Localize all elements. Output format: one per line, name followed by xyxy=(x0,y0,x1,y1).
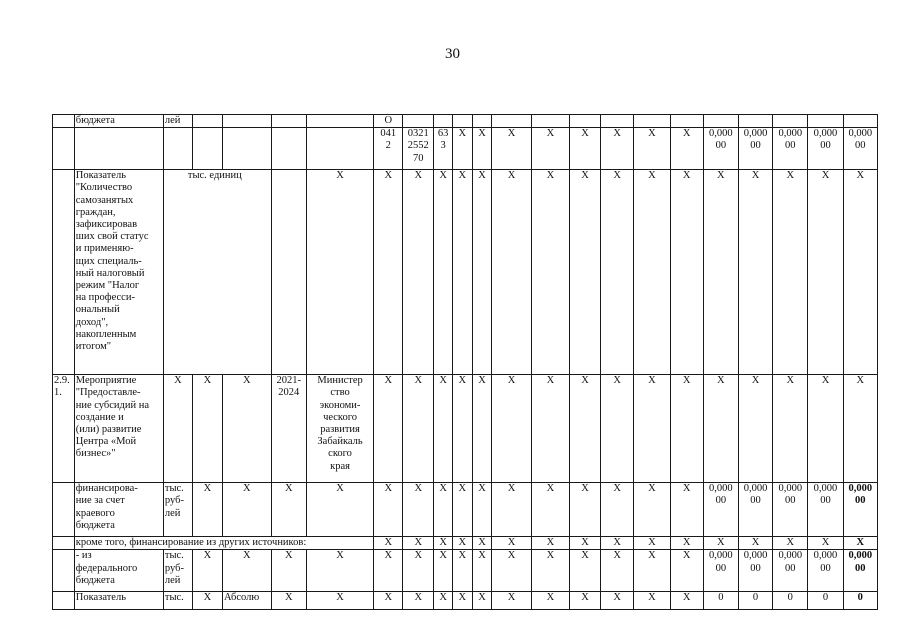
x-cell: Х xyxy=(843,375,877,483)
x-cell: Х xyxy=(452,550,472,592)
x-cell: Х xyxy=(670,170,703,375)
x-cell: Х xyxy=(773,170,808,375)
x-cell: Х xyxy=(570,483,601,537)
x-cell: Х xyxy=(192,550,222,592)
value-cell: 0,000 00 xyxy=(738,550,772,592)
x-cell: Х xyxy=(403,550,434,592)
x-cell: Х xyxy=(570,537,601,550)
x-cell: Х xyxy=(670,537,703,550)
x-cell: Х xyxy=(452,375,472,483)
x-cell: Х xyxy=(531,550,569,592)
x-cell: Х xyxy=(492,375,531,483)
measure-number: 2.9. 1. xyxy=(53,375,75,483)
x-cell: Х xyxy=(403,537,434,550)
federal-name: - из федерального бюджета xyxy=(74,550,163,592)
x-cell: Х xyxy=(601,375,634,483)
table-row xyxy=(53,375,878,483)
x-cell: Х xyxy=(570,592,601,610)
indicator2-unit: тыс. xyxy=(163,592,192,610)
table-row xyxy=(53,592,878,610)
x-cell: Х xyxy=(634,550,670,592)
x-cell: Х xyxy=(271,483,306,537)
x-cell: Х xyxy=(306,170,373,375)
program-table xyxy=(52,114,878,610)
x-cell: Х xyxy=(472,128,492,170)
x-cell: Х xyxy=(773,537,808,550)
x-cell: Х xyxy=(374,375,403,483)
measure-name: Мероприятие "Предоставле- ние субсидий на создание и (или) развитие Центра «Мой бизнес»" xyxy=(74,375,163,483)
code-grbs: 041 2 xyxy=(380,128,397,152)
x-cell: Х xyxy=(634,375,670,483)
value-cell: 0,000 00 xyxy=(843,483,877,537)
x-cell: Х xyxy=(703,537,738,550)
table-row xyxy=(53,170,878,375)
x-cell: Х xyxy=(434,537,453,550)
x-cell: Х xyxy=(670,483,703,537)
x-cell: Х xyxy=(403,375,434,483)
x-cell: Х xyxy=(531,375,569,483)
x-cell: Х xyxy=(452,592,472,610)
x-cell: Х xyxy=(570,170,601,375)
x-cell: Х xyxy=(472,170,492,375)
table-row xyxy=(53,115,878,128)
x-cell: Х xyxy=(434,375,453,483)
cell-name: бюджета xyxy=(74,115,163,128)
indicator2-type: Абсолю xyxy=(222,592,271,610)
x-cell: Х xyxy=(492,483,531,537)
cell-code: О xyxy=(374,115,403,128)
x-cell: Х xyxy=(306,592,373,610)
x-cell: Х xyxy=(634,592,670,610)
value-cell: 0,000 00 xyxy=(843,550,877,592)
x-cell: Х xyxy=(531,592,569,610)
x-cell: Х xyxy=(773,375,808,483)
x-cell: Х xyxy=(434,550,453,592)
financing-unit: тыс. руб- лей xyxy=(163,483,192,537)
x-cell: Х xyxy=(703,170,738,375)
x-cell: Х xyxy=(163,375,192,483)
value-cell: 0 xyxy=(703,592,738,610)
value-cell: 0 xyxy=(773,592,808,610)
value-cell: 0,000 00 xyxy=(703,483,738,537)
x-cell: Х xyxy=(570,550,601,592)
x-cell: Х xyxy=(670,375,703,483)
x-cell: Х xyxy=(531,537,569,550)
x-cell: Х xyxy=(403,483,434,537)
x-cell: Х xyxy=(222,483,271,537)
x-cell: Х xyxy=(670,128,703,170)
table-row xyxy=(53,537,878,550)
other-sources-label: кроме того, финансирование из других источников: xyxy=(74,537,373,550)
value-cell: 0,000 00 xyxy=(703,128,738,170)
x-cell: Х xyxy=(374,550,403,592)
x-cell: Х xyxy=(271,550,306,592)
x-cell: Х xyxy=(452,537,472,550)
cell-unit: лей xyxy=(163,115,192,128)
x-cell: Х xyxy=(531,170,569,375)
x-cell: Х xyxy=(374,592,403,610)
x-cell: Х xyxy=(808,375,843,483)
x-cell: Х xyxy=(601,128,634,170)
x-cell: Х xyxy=(472,375,492,483)
x-cell: Х xyxy=(374,170,403,375)
x-cell: Х xyxy=(452,128,472,170)
x-cell: Х xyxy=(808,537,843,550)
x-cell: Х xyxy=(192,375,222,483)
value-cell: 0,000 00 xyxy=(773,550,808,592)
x-cell: Х xyxy=(670,550,703,592)
x-cell: Х xyxy=(452,483,472,537)
x-cell: Х xyxy=(472,537,492,550)
x-cell: Х xyxy=(374,483,403,537)
x-cell: Х xyxy=(738,375,772,483)
table-row xyxy=(53,483,878,537)
x-cell: Х xyxy=(601,483,634,537)
value-cell: 0,000 00 xyxy=(808,483,843,537)
x-cell: Х xyxy=(403,170,434,375)
value-cell: 0,000 00 xyxy=(808,128,843,170)
x-cell: Х xyxy=(601,537,634,550)
x-cell: Х xyxy=(403,592,434,610)
federal-unit: тыс. руб- лей xyxy=(163,550,192,592)
x-cell: Х xyxy=(434,170,453,375)
x-cell: Х xyxy=(434,592,453,610)
value-cell: 0,000 00 xyxy=(703,550,738,592)
x-cell: Х xyxy=(452,170,472,375)
x-cell: Х xyxy=(531,483,569,537)
x-cell: Х xyxy=(670,592,703,610)
table-row xyxy=(53,128,878,170)
x-cell: Х xyxy=(222,375,271,483)
indicator2-name: Показатель xyxy=(74,592,163,610)
x-cell: Х xyxy=(374,537,403,550)
value-cell: 0,000 00 xyxy=(808,550,843,592)
x-cell: Х xyxy=(492,550,531,592)
x-cell: Х xyxy=(531,128,569,170)
x-cell: Х xyxy=(306,550,373,592)
x-cell: Х xyxy=(570,128,601,170)
measure-executor: Министер ство экономи- ческого развития Забайкаль ского края xyxy=(306,375,373,483)
table-row xyxy=(53,550,878,592)
financing-name: финансирова- ние за счет краевого бюджета xyxy=(74,483,163,537)
x-cell: Х xyxy=(472,483,492,537)
x-cell: Х xyxy=(843,170,877,375)
x-cell: Х xyxy=(808,170,843,375)
x-cell: Х xyxy=(634,128,670,170)
value-cell: 0 xyxy=(738,592,772,610)
measure-period: 2021- 2024 xyxy=(271,375,306,483)
x-cell: Х xyxy=(492,128,531,170)
x-cell: Х xyxy=(738,537,772,550)
value-cell: 0,000 00 xyxy=(738,483,772,537)
indicator-name: Показатель "Количество самозанятых граждан, зафиксировав ших свой статус и применяю- щих специаль- ный налоговый режим "Налог на професси- ональный доход", накопленным итогом" xyxy=(74,170,163,375)
value-cell: 0 xyxy=(808,592,843,610)
value-cell: 0 xyxy=(843,592,877,610)
x-cell: Х xyxy=(738,170,772,375)
x-cell: Х xyxy=(492,170,531,375)
x-cell: Х xyxy=(601,170,634,375)
page-number: 30 xyxy=(445,46,460,62)
x-cell: Х xyxy=(843,537,877,550)
x-cell: Х xyxy=(492,592,531,610)
indicator-unit: тыс. единиц xyxy=(163,170,271,375)
value-cell: 0,000 00 xyxy=(773,483,808,537)
x-cell: Х xyxy=(192,483,222,537)
x-cell: Х xyxy=(472,592,492,610)
value-cell: 0,000 00 xyxy=(843,128,877,170)
x-cell: Х xyxy=(570,375,601,483)
code-section: 0321 2552 70 xyxy=(407,128,429,164)
x-cell: Х xyxy=(634,537,670,550)
x-cell: Х xyxy=(634,170,670,375)
value-cell: 0,000 00 xyxy=(738,128,772,170)
x-cell: Х xyxy=(601,550,634,592)
x-cell: Х xyxy=(222,550,271,592)
x-cell: Х xyxy=(192,592,222,610)
x-cell: Х xyxy=(703,375,738,483)
x-cell: Х xyxy=(601,592,634,610)
x-cell: Х xyxy=(634,483,670,537)
x-cell: Х xyxy=(472,550,492,592)
x-cell: Х xyxy=(434,483,453,537)
x-cell: Х xyxy=(492,537,531,550)
code-kind: 63 3 xyxy=(437,128,449,152)
x-cell: Х xyxy=(271,592,306,610)
value-cell: 0,000 00 xyxy=(773,128,808,170)
x-cell: Х xyxy=(306,483,373,537)
